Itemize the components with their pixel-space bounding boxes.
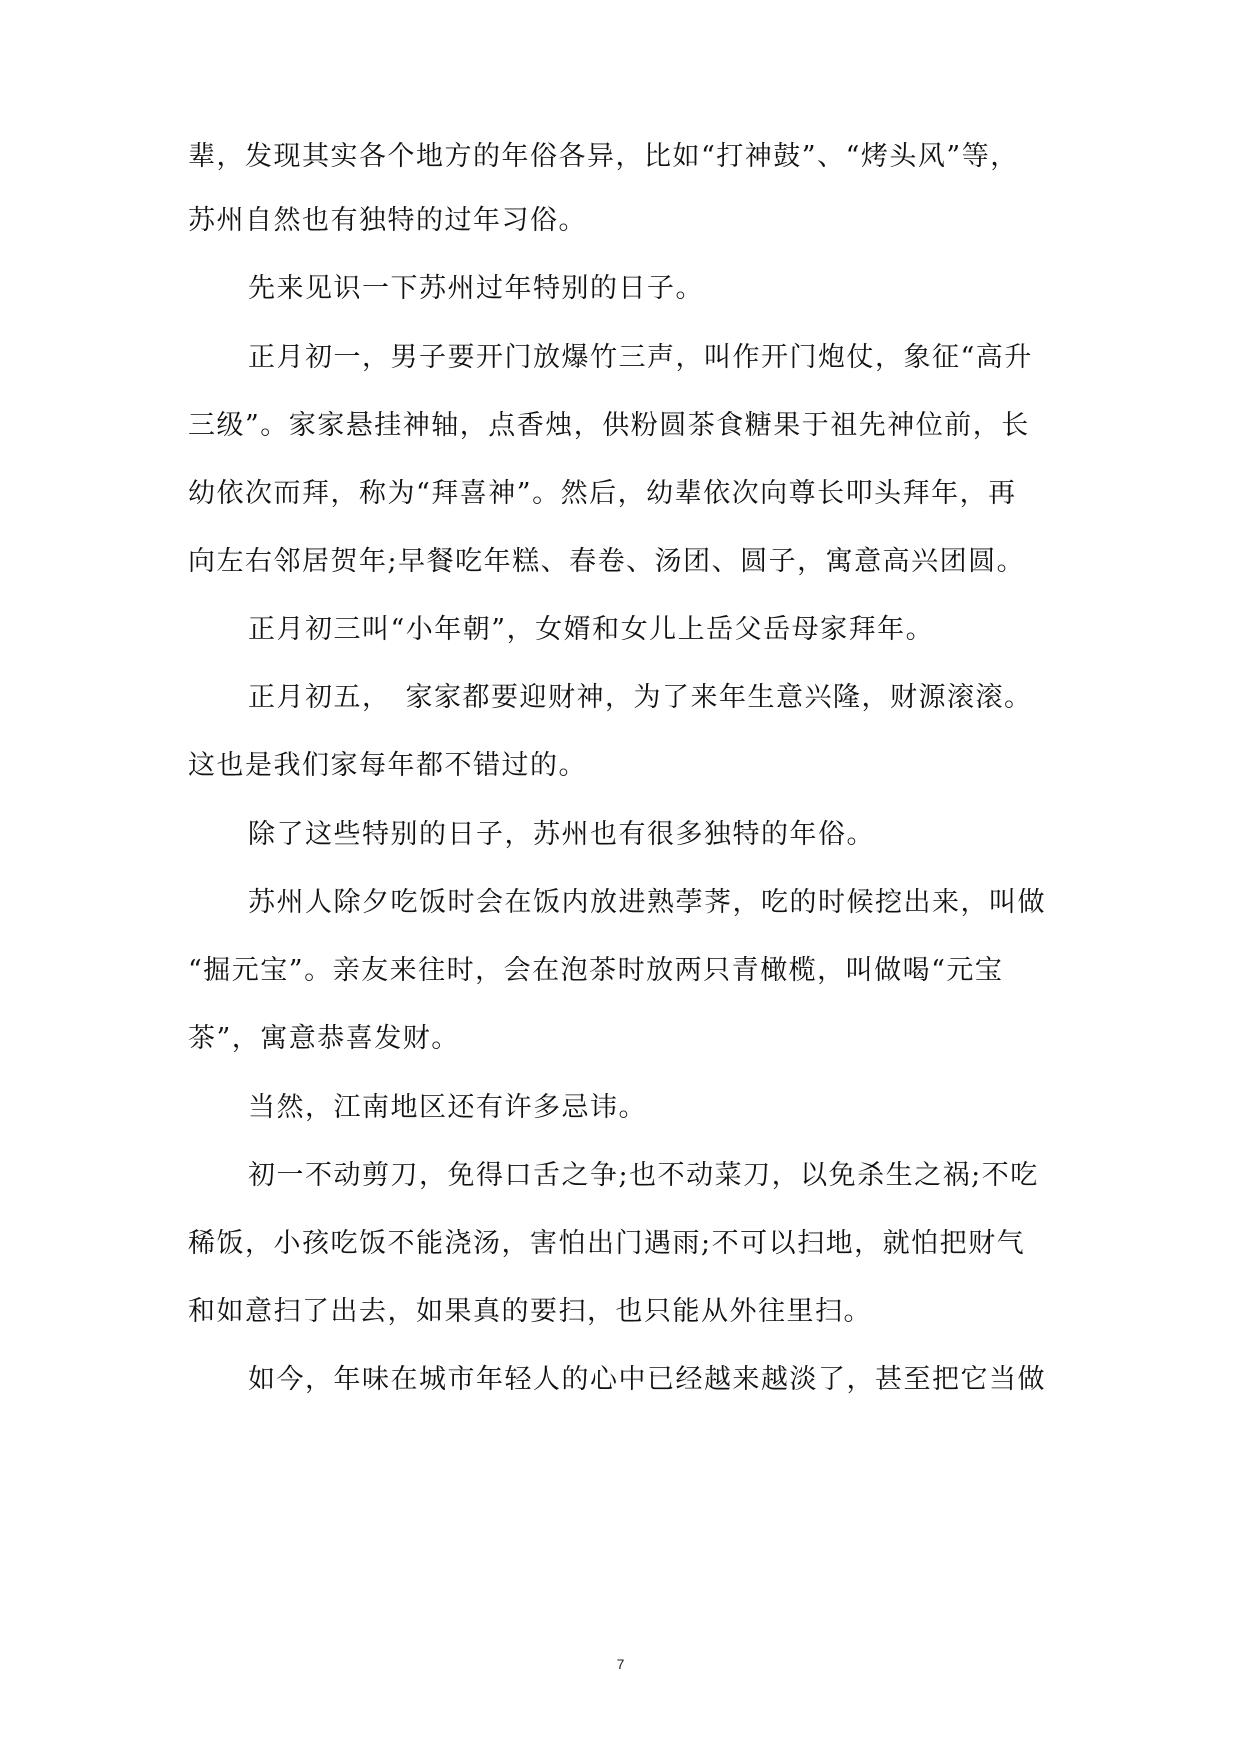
- text-line: 幼依次而拜，称为“拜喜神”。然后，幼辈依次向尊长叩头拜年，再: [188, 478, 1017, 509]
- text-line: 稀饭，小孩吃饭不能浇汤，害怕出门遇雨;不可以扫地，就怕把财气: [188, 1228, 1026, 1259]
- paragraph-start: 除了这些特别的日子，苏州也有很多独特的年俗。: [248, 819, 875, 850]
- text-line: 向左右邻居贺年;早餐吃年糕、春卷、汤团、圆子，寓意高兴团圆。: [188, 546, 1026, 577]
- text-line: 辈，发现其实各个地方的年俗各异，比如“打神鼓”、“烤头风”等，: [188, 141, 1019, 172]
- paragraph-start: 当然，江南地区还有许多忌讳。: [248, 1092, 647, 1123]
- paragraph-start: 初一不动剪刀，免得口舌之争;也不动菜刀，以免杀生之祸;不吃: [248, 1160, 1039, 1191]
- paragraph-start: 如今，年味在城市年轻人的心中已经越来越淡了，甚至把它当做: [248, 1364, 1046, 1395]
- paragraph-start: 正月初五， 家家都要迎财神，为了来年生意兴隆，财源滚滚。: [248, 682, 1033, 713]
- text-line: 这也是我们家每年都不错过的。: [188, 750, 587, 781]
- paragraph-start: 正月初三叫“小年朝”，女婿和女儿上岳父岳母家拜年。: [248, 614, 935, 645]
- page-number: 7: [616, 1656, 625, 1672]
- text-line: 苏州自然也有独特的过年习俗。: [188, 205, 587, 236]
- text-line: 和如意扫了出去，如果真的要扫，也只能从外往里扫。: [188, 1296, 872, 1327]
- paragraph-start: 先来见识一下苏州过年特别的日子。: [248, 273, 704, 304]
- paragraph-start: 正月初一，男子要开门放爆竹三声，叫作开门炮仗，象征“高升: [248, 342, 1033, 373]
- text-line: “掘元宝”。亲友来往时，会在泡茶时放两只青橄榄，叫做喝“元宝: [188, 955, 1004, 986]
- text-line: 茶”，寓意恭喜发财。: [188, 1023, 460, 1054]
- paragraph-start: 苏州人除夕吃饭时会在饭内放进熟荸荠，吃的时候挖出来，叫做: [248, 887, 1046, 918]
- text-line: 三级”。家家悬挂神轴，点香烛，供粉圆茶食糖果于祖先神位前，长: [188, 410, 1030, 441]
